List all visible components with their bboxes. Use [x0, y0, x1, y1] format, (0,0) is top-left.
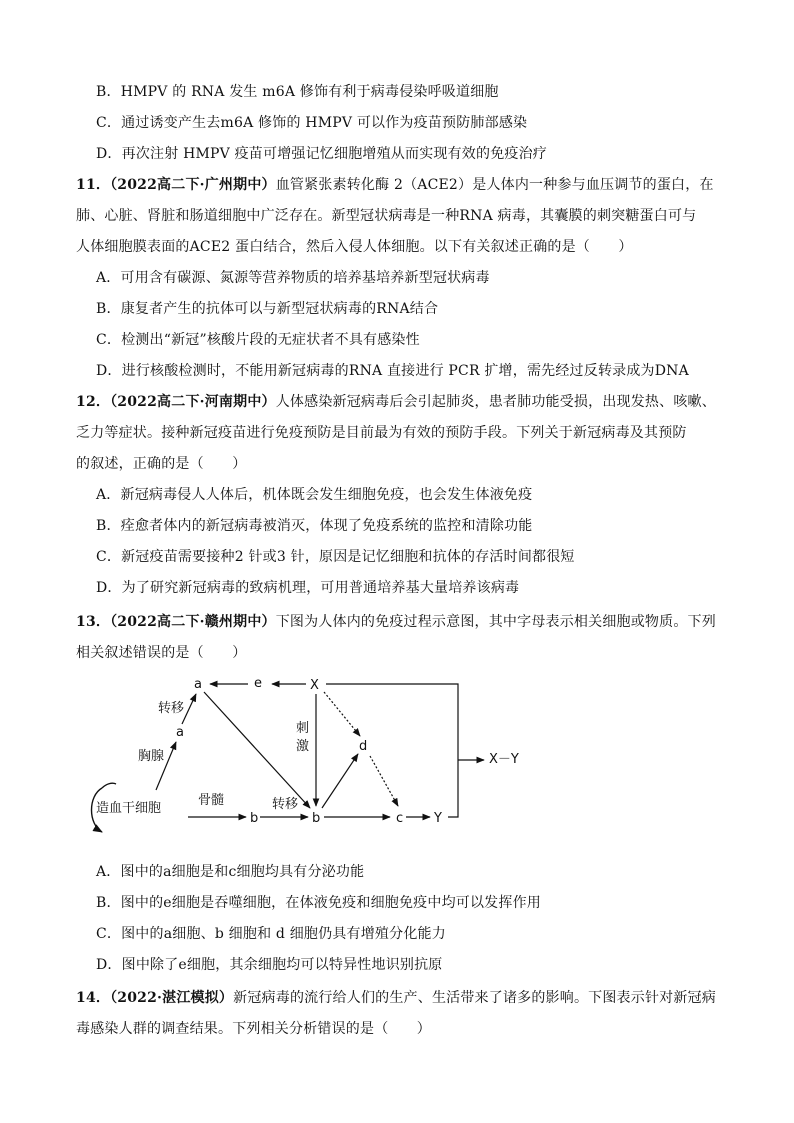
diagram-label-x: X [310, 678, 319, 693]
q11-source: （2022高二下·广州期中） [110, 177, 276, 193]
q12-option-c: C．新冠疫苗需要接种2 针或3 针，原因是记忆细胞和抗体的存活时间都很短 [96, 549, 575, 565]
q11-option-c: C．检测出“新冠”核酸片段的无症状者不具有感染性 [96, 332, 420, 348]
arrow-a-mid-to-a-top [182, 694, 196, 724]
diagram-label-a-mid: a [176, 725, 184, 740]
diagram-label-xiongxian: 胸腺 [138, 749, 165, 764]
q13-source: （2022高二下·赣州期中） [110, 614, 276, 630]
diagram-label-d: d [359, 739, 368, 754]
diagram-label-zhuanyi-top: 转移 [158, 701, 185, 716]
q12-stem-line-1 [76, 392, 716, 412]
q13-option-a: A．图中的a细胞是和c细胞均具有分泌功能 [96, 864, 365, 880]
arrow-d-to-c [370, 756, 398, 806]
q14-stem-line-2: 毒感染人群的调查结果。下列相关分析错误的是（ ） [76, 1021, 431, 1037]
diagram-label-y: Y [434, 811, 442, 826]
q13-stem-text-1: 下图为人体内的免疫过程示意图，其中字母表示相关细胞或物质。下列 [275, 614, 716, 630]
diagram-label-b2: b [312, 811, 321, 826]
q12-option-d: D．为了研究新冠病毒的致病机理，可用普通培养基大量培养该病毒 [96, 580, 520, 596]
q11-stem-text-1: 血管紧张素转化酶 2（ACE2）是人体内一种参与血压调节的蛋白，在 [275, 177, 714, 193]
q12-stem-line-2: 乏力等症状。接种新冠疫苗进行免疫预防是目前最为有效的预防手段。下列关于新冠病毒及其预防 [76, 425, 687, 441]
q11-number: 11． [76, 177, 111, 193]
arrow-x-to-d [324, 692, 360, 736]
q11-option-a: A．可用含有碳源、氮源等营养物质的培养基培养新型冠状病毒 [96, 270, 490, 286]
q14-number: 14． [76, 990, 111, 1006]
q12-stem-text-1: 人体感染新冠病毒后会引起肺炎，患者肺功能受损，出现发热、咳嗽、 [275, 394, 716, 410]
q11-option-b: B．康复者产生的抗体可以与新型冠状病毒的RNA结合 [96, 301, 439, 317]
q13-number: 13． [76, 614, 111, 630]
diagram-label-ci: 刺 [296, 721, 310, 736]
line-x-to-xy [326, 684, 458, 760]
q10-option-c: C．通过诱变产生去m6A 修饰的 HMPV 可以作为疫苗预防肺部感染 [96, 115, 528, 131]
q10-option-b: B．HMPV 的 RNA 发生 m6A 修饰有利于病毒侵染呼吸道细胞 [96, 84, 499, 100]
q13-stem-line-1 [76, 612, 716, 632]
q12-source: （2022高二下·河南期中） [110, 394, 276, 410]
q10-option-d: D．再次注射 HMPV 疫苗可增强记忆细胞增殖从而实现有效的免疫治疗 [96, 146, 547, 162]
arrow-b-to-d [322, 754, 358, 808]
line-y-to-xy [448, 760, 458, 817]
arrow-a-to-b [204, 692, 310, 808]
q12-number: 12． [76, 394, 111, 410]
q11-option-d: D．进行核酸检测时，不能用新冠病毒的RNA 直接进行 PCR 扩增，需先经过反转录成为DNA [96, 363, 689, 379]
q13-option-b: B．图中的e细胞是吞噬细胞，在体液免疫和细胞免疫中均可以发挥作用 [96, 895, 541, 911]
q14-stem-text-1: 新冠病毒的流行给人们的生产、生活带来了诸多的影响。下图表示针对新冠病 [233, 990, 716, 1006]
diagram-label-b1: b [250, 811, 259, 826]
q11-stem-line-2: 肺、心脏、肾脏和肠道细胞中广泛存在。新型冠状病毒是一种RNA 病毒，其囊膜的刺突糖蛋白可与 [76, 208, 697, 224]
q14-source: （2022·湛江模拟） [110, 990, 234, 1006]
q14-stem-line-1 [76, 988, 716, 1008]
diagram-label-a-top: a [194, 677, 202, 692]
diagram-label-ji: 激 [296, 739, 310, 754]
q11-stem-line-3: 人体细胞膜表面的ACE2 蛋白结合，然后入侵人体细胞。以下有关叙述正确的是（ ） [76, 239, 633, 255]
immune-process-diagram [86, 666, 566, 838]
q11-stem-line-1 [76, 175, 714, 195]
q12-option-b: B．痊愈者体内的新冠病毒被消灭，体现了免疫系统的监控和清除功能 [96, 518, 533, 534]
q13-option-c: C．图中的a细胞、b 细胞和 d 细胞仍具有增殖分化能力 [96, 926, 446, 942]
diagram-label-e: e [254, 676, 262, 691]
self-renewal-arrow-top [102, 783, 116, 788]
q13-option-d: D．图中除了e细胞，其余细胞均可以特异性地识别抗原 [96, 957, 443, 973]
diagram-label-stem-cell: 造血干细胞 [96, 801, 162, 816]
q12-option-a: A．新冠病毒侵人人体后，机体既会发生细胞免疫，也会发生体液免疫 [96, 487, 533, 503]
diagram-label-x-y: X－Y [489, 752, 519, 767]
q12-stem-line-3: 的叙述，正确的是（ ） [76, 456, 247, 472]
diagram-label-c: c [396, 811, 404, 826]
q13-stem-line-2: 相关叙述错误的是（ ） [76, 645, 247, 661]
diagram-label-zhuanyi-bottom: 转移 [272, 797, 299, 812]
diagram-label-gusui: 骨髓 [198, 793, 225, 808]
